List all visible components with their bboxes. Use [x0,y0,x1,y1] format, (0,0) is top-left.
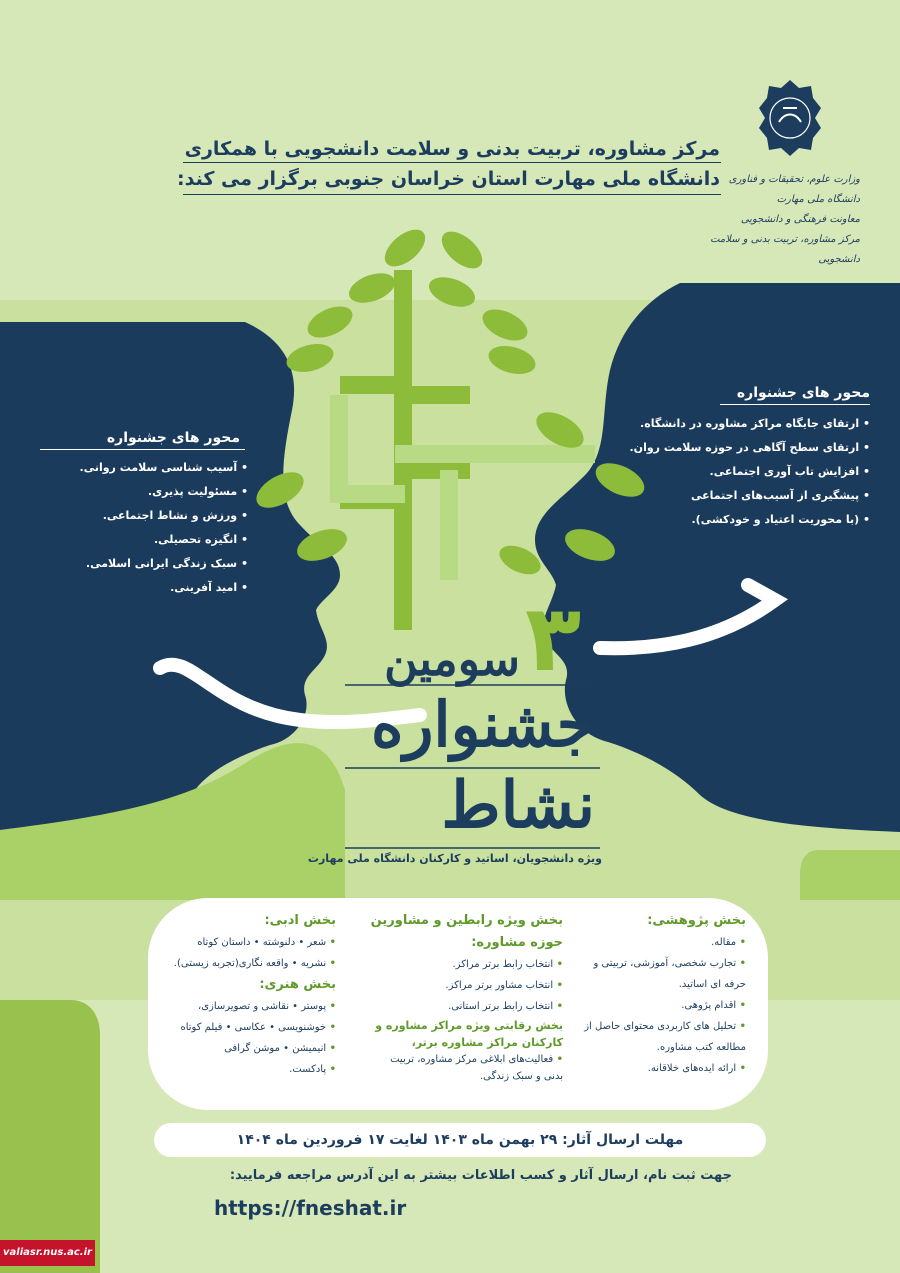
axes-left-item: • آسیب شناسی سلامت روانی. [48,456,248,480]
axes-right-item: • پیشگیری از آسیب‌های اجتماعی [610,484,870,508]
website-link[interactable]: https://fneshat.ir [214,1196,407,1220]
liaison-item: • انتخاب مشاور برتر مراکز. [368,975,563,996]
art-item: • پادکست. [156,1059,336,1080]
header-rule-2 [183,194,721,195]
ministry-line-3: معاونت فرهنگی و دانشجویی [740,214,860,225]
festival-word-1: سومین [384,632,520,686]
axes-right-item: • (با محوریت اعتیاد و خودکشی). [610,508,870,532]
art-list [156,996,336,1080]
research-item: • تحلیل های کاربردی محتوای حاصل از مطالعه کتب مشاوره. [581,1016,746,1058]
research-item: • اقدام پژوهی. [581,995,746,1016]
liaison-item: • انتخاب رابط برتر استانی. [368,996,563,1017]
axes-left-item: • ورزش و نشاط اجتماعی. [48,504,248,528]
axes-left-list [48,456,248,600]
research-item: • ارائه ایده‌های خلاقانه. [581,1058,746,1079]
axes-left-item: • انگیزه تحصیلی. [48,528,248,552]
competitive-item: • فعالیت‌های ابلاغی مرکز مشاوره، تربیت بدنی و سبک زندگی. [368,1051,563,1085]
art-item: • پوستر • نقاشی و تصویرسازی، [156,996,336,1017]
ministry-line-1: وزارت علوم، تحقیقات و فناوری [728,174,860,185]
literary-list [156,932,336,974]
festival-subtitle: ویژه دانشجویان، اساتید و کارکنان دانشگاه ملی مهارت [307,852,602,865]
university-logo [757,78,823,158]
corner-decoration-right [800,850,900,900]
literary-item: • شعر • دلنوشته • داستان کوتاه [156,932,336,953]
axes-left-title: محور های جشنواره [106,430,240,446]
research-item: • مقاله. [581,932,746,953]
axes-right-item: • افزایش تاب آوری اجتماعی. [610,460,870,484]
university-emblem-icon [757,78,823,158]
liaison-title: بخش ویژه رابطین و مشاورین حوزه مشاوره: [370,913,563,950]
competitive-list [368,1051,563,1085]
corner-decoration-left [0,1000,100,1273]
deadline-banner: مهلت ارسال آثار: ۲۹ بهمن ماه ۱۴۰۳ لغایت ۱۷ فروردین ماه ۱۴۰۴ [154,1123,766,1157]
axes-left-item: • سبک زندگی ایرانی اسلامی. [48,552,248,576]
literary-title: بخش ادبی: [264,913,336,928]
research-item: • تجارب شخصی، آموزشی، تربیتی و حرفه ای اساتید. [581,953,746,995]
art-title: بخش هنری: [259,977,336,992]
axes-left-rule [40,449,245,450]
research-title: بخش پژوهشی: [647,913,746,928]
axes-left-item: • مسئولیت پذیری. [48,480,248,504]
festival-number: ۳ [525,585,582,692]
axes-right-item: • ارتقای جایگاه مراکز مشاوره در دانشگاه. [610,412,870,436]
art-item: • خوشنویسی • عکاسی • فیلم کوتاه [156,1017,336,1038]
axes-right-item: • ارتقای سطح آگاهی در حوزه سلامت روان. [610,436,870,460]
ministry-line-2: دانشگاه ملی مهارت [776,194,860,205]
research-list [581,932,746,1079]
header-line-1: مرکز مشاوره، تربیت بدنی و سلامت دانشجویی با همکاری [184,138,720,160]
literary-item: • نشریه • واقعه نگاری(تجربه زیستی). [156,953,336,974]
axes-left-item: • امید آفرینی. [48,576,248,600]
registration-text: جهت ثبت نام، ارسال آثار و کسب اطلاعات بیشتر به این آدرس مراجعه فرمایید: [229,1168,732,1183]
axes-right-title: محور های جشنواره [736,385,870,401]
research-section [581,910,746,1079]
literary-section [156,910,336,1080]
liaison-section [368,910,563,1085]
source-watermark: valiasr.nus.ac.ir [0,1240,95,1266]
sections-card [148,898,768,1110]
festival-word-2: جشنواره [370,688,595,761]
competitive-title: بخش رقابتی ویژه مراکز مشاوره و کارکنان مراکز مشاوره برتر، [375,1019,563,1049]
axes-right-rule [720,404,870,405]
ministry-signature [710,170,860,270]
ministry-line-4: مرکز مشاوره، تربیت بدنی و سلامت دانشجویی [710,234,860,265]
header-rule-1 [183,162,721,163]
liaison-item: • انتخاب رابط برتر مراکز. [368,954,563,975]
festival-word-3: نشاط [441,768,595,843]
header-line-2: دانشگاه ملی مهارت استان خراسان جنوبی برگزار می کند: [177,168,720,190]
liaison-list [368,954,563,1017]
axes-right-list [610,412,870,532]
art-item: • انیمیشن • موشن گرافی [156,1038,336,1059]
